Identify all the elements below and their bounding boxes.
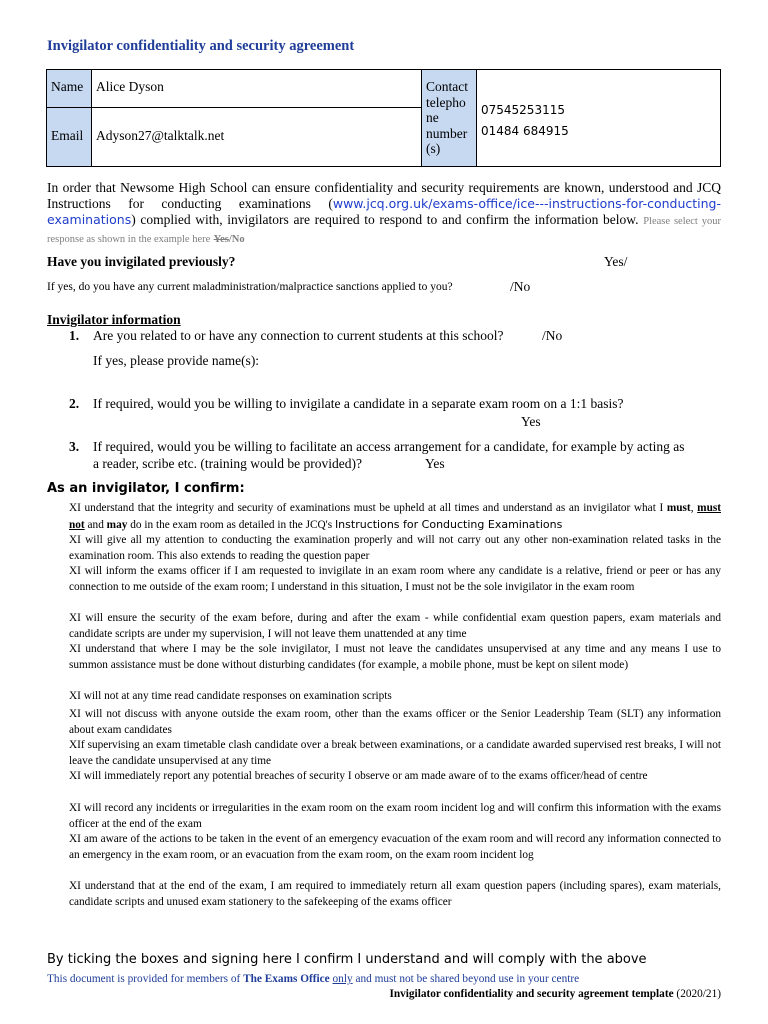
s1-text-d: do in the exam room as detailed in the JCQ's [127,518,335,531]
statement-3[interactable]: XI will inform the exams officer if I am requested to invigilate in an exam room where any candidate is a relative, friend or peer or has any connection to me outside of the exam room; I understand in this situation, I must not be the sole invigilator in the exam room [69,565,721,593]
s1-must: must [666,502,691,514]
footer-note-a: This document is provided for members of [47,973,244,985]
footer-note-only: only [332,973,353,985]
q1-number: 1. [69,328,80,343]
s1-text-c: and [84,518,107,531]
footer-title-year: (2020/21) [673,988,721,1000]
statement-6[interactable]: XI will not at any time read candidate responses on examination scripts [69,690,392,702]
statement-10[interactable]: XI will record any incidents or irregularities in the exam room on the exam room incident log and will confirm this information with the exams officer at the end of the exam [69,802,721,830]
name-label: Name [47,70,92,108]
statement-2[interactable]: XI will give all my attention to conducting the examination properly and will not carry out any other non-examination related tasks in the examination room. This also extends to reading the question paper [69,534,721,562]
statement-1[interactable] [69,501,721,533]
s1-may: may [106,518,128,531]
intro-note: Please select your response as shown in the example here [47,216,722,245]
statement-9[interactable]: XI will immediately report any potential breaches of security I observe or am made aware of to the exams officer/head of centre [69,770,648,782]
intro-note-yes: Yes [213,234,229,245]
statement-5[interactable]: XI understand that where I may be the sole invigilator, I must not leave the candidates unsupervised at any time and any means I use to summon assistance must be done without disturbing candidates (for example, a mobile phone, must be kept on silent mode) [69,643,721,671]
intro-paragraph [47,180,721,248]
q1-follow-up: If yes, please provide name(s): [93,353,260,368]
question-invigilated-previously: Have you invigilated previously? [47,254,236,269]
q3-number: 3. [69,439,80,454]
q3-answer[interactable]: Yes [425,456,445,471]
q1-text: Are you related to or have any connection to current students at this school? [93,328,504,343]
footer-title [389,988,721,1000]
q2-number: 2. [69,396,80,411]
intro-note-no: /No [228,234,245,245]
phone-label: Contact telepho ne number (s) [422,70,477,166]
footer-note-brand: The Exams Office [243,973,330,985]
s1-text-b: , [690,502,698,514]
s1-text-a: XI understand that the integrity and security of examinations must be upheld at all times and understand as an invigilator what I [69,502,667,514]
s1-text-e: Instructions for Conducting Examinations [334,517,563,531]
statement-11[interactable]: XI am aware of the actions to be taken in the event of an emergency evacuation of the exam room and will record any information connected to an emergency in the exam room, or an evacuation from the exam room, on the exam room incident log [69,833,721,861]
phone-values[interactable] [477,70,720,166]
footer-note [47,973,579,985]
statement-12[interactable]: XI understand that at the end of the exam, I am required to immediately return all exam question papers (including spares), exam materials, candidate scripts and unused exam stationery to the safekeeping of the exams officer [69,880,721,908]
q2-text: If required, would you be willing to invigilate a candidate in a separate exam room on a 1:1 basis? [93,396,624,411]
jcq-link[interactable]: www.jcq.org.uk/exams-office/ice---instructions-for-conducting-examinations [47,196,721,227]
name-value[interactable]: Alice Dyson [92,70,422,108]
statement-4[interactable]: XI will ensure the security of the exam before, during and after the exam - while confidential exam question papers, exam materials and candidate scripts are under my supervision, I will not leave them unattended at any time [69,612,721,640]
confirm-heading: As an invigilator, I confirm: [47,481,245,496]
intro-part1: In order that Newsome High School can ensure confidentiality and security requirements are known, understood and JCQ Instructions for conducting examinations ( [47,180,721,211]
q3-text-line2: a reader, scribe etc. (training would be provided)? [93,456,362,471]
intro-part2: ) complied with, invigilators are required to respond to and confirm the information below. [131,212,639,227]
footer-note-e: and must not be shared beyond use in your centre [352,973,580,985]
q1-answer[interactable]: /No [542,328,563,343]
footer-title-bold: Invigilator confidentiality and security agreement template [389,988,674,1000]
question-sanctions: If yes, do you have any current maladministration/malpractice sanctions applied to you? [47,281,453,293]
invigilator-info-heading: Invigilator information [47,312,181,327]
answer-invigilated-previously[interactable]: Yes/ [604,254,628,269]
q2-answer[interactable]: Yes [521,414,541,429]
s1-must-not: must not [69,502,722,531]
email-value[interactable]: Adyson27@talktalk.net [92,108,422,166]
contact-table [46,69,721,167]
tick-confirmation-text: By ticking the boxes and signing here I confirm I understand and will comply with the above [47,952,647,967]
q3-text-line1: If required, would you be willing to facilitate an access arrangement for a candidate, for example by acting as [93,439,685,454]
phone-2: 01484 684915 [481,124,569,138]
phone-1: 07545253115 [481,103,565,117]
statement-8[interactable]: XIf supervising an exam timetable clash candidate over a break between examinations, or a candidate awarded supervised rest breaks, I will not leave the candidate unsupervised at any time [69,739,721,767]
email-label: Email [47,108,92,166]
answer-sanctions[interactable]: /No [510,279,531,294]
statement-7[interactable]: XI will not discuss with anyone outside the exam room, other than the exams officer or the Senior Leadership Team (SLT) any information about exam candidates [69,708,721,736]
page-title: Invigilator confidentiality and security agreement [47,38,355,54]
